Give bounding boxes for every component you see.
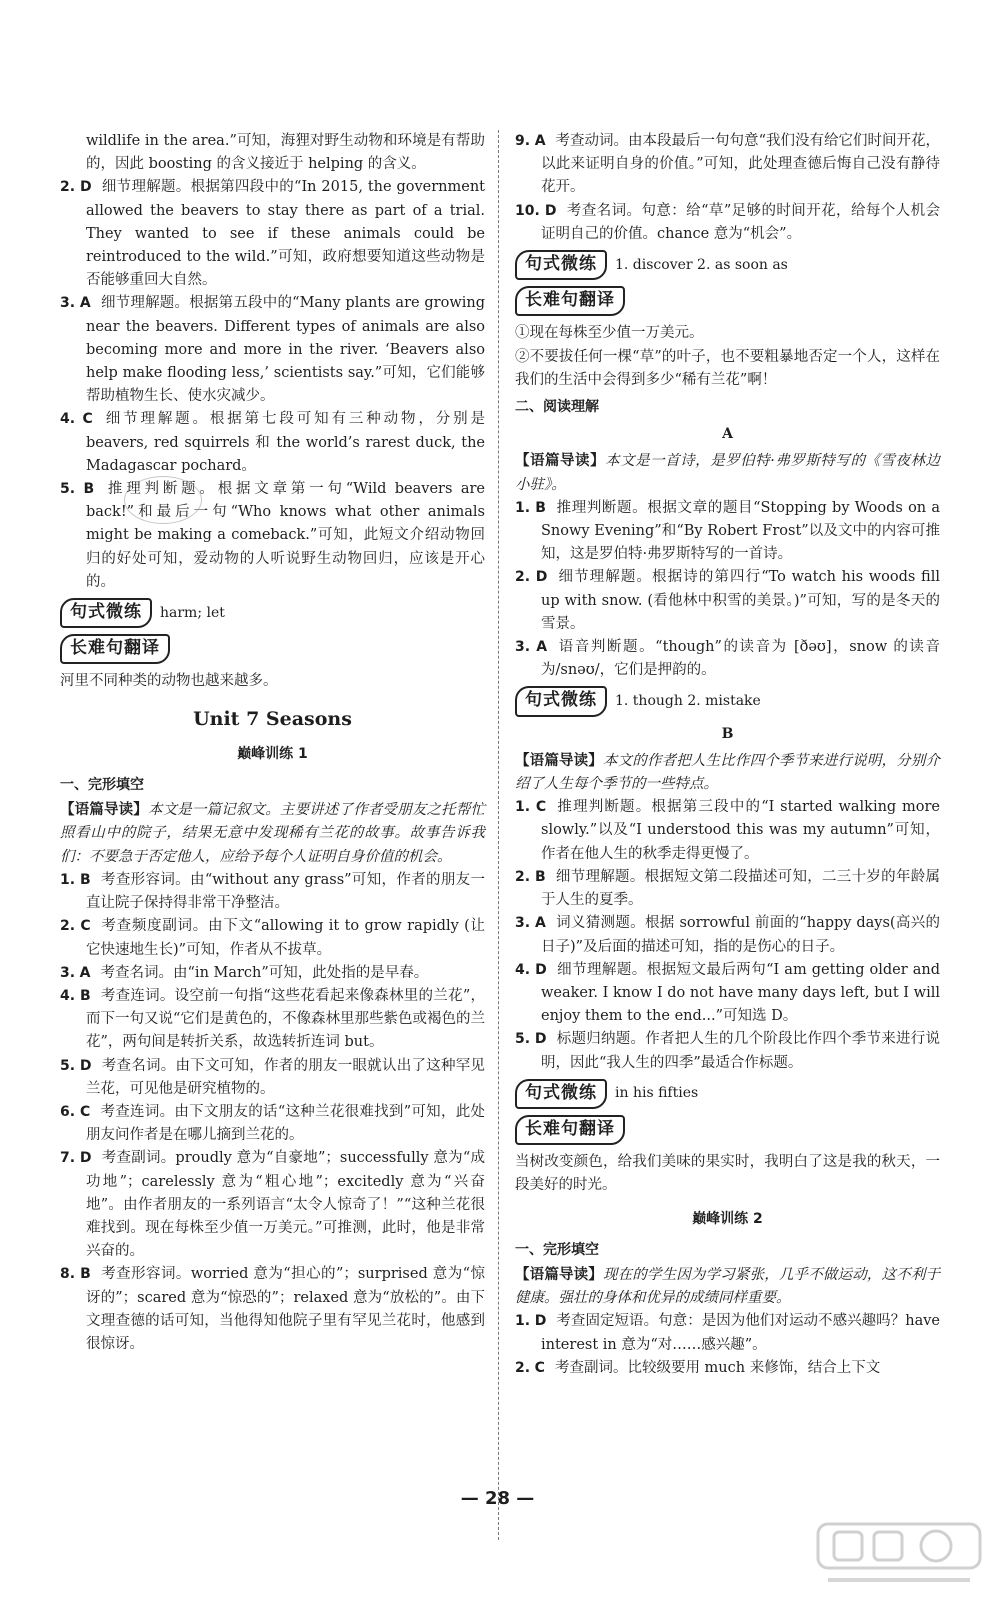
answer-item <box>60 869 485 915</box>
guide-tag: 【语篇导读】 <box>515 453 606 470</box>
answer-item <box>60 292 485 408</box>
answer-letter: D <box>79 1057 92 1074</box>
answer-letter: B <box>83 481 95 498</box>
answer-letter: C <box>82 411 93 428</box>
question-number: 10. <box>515 202 540 219</box>
answer-item <box>515 566 940 636</box>
answer-item <box>60 962 485 985</box>
explanation-text: 词义猜测题。根据 sorrowful 前面的“happy days(高兴的日子)”及后面的描述可知，指的是伤心的日子。 <box>541 915 941 955</box>
exercise-badge: 句式微练 <box>515 686 607 716</box>
guide-text: 现在的学生因为学习紧张，几乎不做运动，这不利于健康。强壮的身体和优异的成绩同样重要。 <box>515 1266 941 1307</box>
guide-tag: 【语篇导读】 <box>515 1266 603 1283</box>
answer-item <box>60 915 485 961</box>
section-heading: 二、阅读理解 <box>515 399 599 416</box>
answer-item <box>515 636 940 682</box>
answer-letter: D <box>79 1150 92 1167</box>
section-heading: 一、完形填空 <box>60 777 144 794</box>
answer-letter: A <box>79 295 91 312</box>
guide-tag: 【语篇导读】 <box>515 752 603 769</box>
question-number: 4. <box>60 987 76 1004</box>
question-number: 2. <box>515 868 531 885</box>
exercise-badge: 句式微练 <box>60 598 152 628</box>
right-column <box>515 130 940 1380</box>
answer-item <box>515 912 940 958</box>
passage-letter: A <box>722 426 733 443</box>
answer-item <box>60 176 485 292</box>
passage-guide <box>515 750 940 796</box>
guide-tag: 【语篇导读】 <box>60 802 148 819</box>
exercise-badge: 长难句翻译 <box>515 286 625 316</box>
explanation-text: 推理判断题。根据第三段中的“I started walking more slowly.”以及“I understood this was my autumn”可知，作者在他人生的秋季走得更慢了。 <box>541 799 940 862</box>
exercise-badge: 句式微练 <box>515 1079 607 1109</box>
explanation-text: 细节理解题。根据短文最后两句“I am getting older and weaker. I know I do not have many days left, but I will enjoy them to the end...”可知选 D。 <box>541 961 940 1025</box>
faded-stamp-mark <box>124 476 202 524</box>
answer-letter: B <box>80 871 91 888</box>
answer-item <box>60 1263 485 1356</box>
answer-letter: C <box>534 1359 545 1376</box>
exercise-badge-line <box>515 250 940 280</box>
explanation-text: 考查连词。由下文朋友的话“这种兰花很难找到”可知，此处朋友问作者是在哪儿摘到兰花的。 <box>86 1103 486 1144</box>
answer-letter: B <box>80 1266 91 1283</box>
answer-letter: A <box>536 639 548 656</box>
answer-letter: B <box>79 987 91 1004</box>
answer-letter: B <box>534 868 546 885</box>
exercise-badge-line <box>60 598 485 628</box>
answer-letter: D <box>544 202 557 219</box>
exercise-badge-line <box>515 1115 940 1145</box>
exercise-answer: harm; let <box>160 604 225 621</box>
question-number: 5. <box>60 481 76 498</box>
explanation-text: 考查频度副词。由下文“allowing it to grow rapidly (让它快速地生长)”可知，作者从不拔草。 <box>86 918 485 958</box>
exercise-badge-line <box>515 1079 940 1109</box>
exercise-answer: 1. discover 2. as soon as <box>615 256 788 273</box>
question-number: 9. <box>515 133 531 149</box>
explanation-text: 标题归纳题。作者把人生的几个阶段比作四个季节来进行说明，因此“我人生的四季”最适合作标题。 <box>541 1031 940 1071</box>
exercise-badge-line <box>515 686 940 716</box>
passage-guide <box>515 1264 940 1310</box>
explanation-text: 考查名词。由下文可知，作者的朋友一眼就认出了这种罕见兰花，可见他是研究植物的。 <box>86 1057 485 1097</box>
exercise-badge: 句式微练 <box>515 250 607 280</box>
answer-letter: A <box>79 964 91 981</box>
question-number: 3. <box>515 915 531 932</box>
explanation-text: 细节理解题。根据第四段中的“In 2015, the government allowed the beavers to stay there as part of a trial. They wanted to see if these animals could be reintroduced to the wild.”可知，政府想要知道这些动物是否能够重回大自然。 <box>86 179 486 289</box>
explanation-text: 考查形容词。由“without any grass”可知，作者的朋友一直让院子保持得非常干净整洁。 <box>86 871 486 912</box>
section-heading: 一、完形填空 <box>515 1241 599 1258</box>
page-content <box>60 130 940 1540</box>
translation-text: 当树改变颜色，给我们美味的果实时，我明白了这是我的秋天，一段美好的时光。 <box>515 1154 940 1194</box>
guide-text: 本文是一首诗，是罗伯特·弗罗斯特写的《雪夜林边小驻》。 <box>515 453 941 493</box>
question-number: 1. <box>515 799 531 816</box>
exercise-answer: 1. though 2. mistake <box>615 692 761 709</box>
question-number: 4. <box>515 961 531 978</box>
question-number: 5. <box>60 1057 76 1074</box>
answer-letter: C <box>535 799 547 816</box>
answer-item <box>60 408 485 478</box>
explanation-text: 考查固定短语。句意：是因为他们对运动不感兴趣吗？have interest in 意为“对……感兴趣”。 <box>541 1313 940 1353</box>
question-number: 2. <box>60 918 76 935</box>
question-number: 4. <box>60 411 76 428</box>
exercise-badge: 长难句翻译 <box>515 1115 625 1145</box>
answer-item <box>515 866 940 912</box>
page-number: — 28 — <box>460 1488 535 1509</box>
answer-item <box>515 200 940 246</box>
question-number: 3. <box>515 639 531 656</box>
question-number: 1. <box>515 1313 531 1330</box>
exercise-badge-line <box>515 286 940 316</box>
answer-item <box>60 1055 485 1101</box>
explanation-text: 考查形容词。worried 意为“担心的”；surprised 意为“惊讶的”；scared 意为“惊恐的”；relaxed 意为“放松的”。由下文理查德的话可知，当他得知他院子里有罕见兰花时，他感到很惊讶。 <box>86 1266 486 1352</box>
question-number: 3. <box>60 295 76 312</box>
question-number: 3. <box>60 964 76 981</box>
question-number: 7. <box>60 1150 76 1167</box>
question-number: 2. <box>515 569 531 586</box>
answer-letter: D <box>534 1031 547 1048</box>
question-number: 2. <box>60 179 76 196</box>
question-number: 8. <box>60 1266 76 1283</box>
question-number: 1. <box>515 499 531 516</box>
question-number: 2. <box>515 1359 531 1376</box>
answer-item <box>515 1310 940 1356</box>
unit-title: Unit 7 Seasons <box>193 707 352 730</box>
answer-item <box>515 1028 940 1074</box>
explanation-text: 考查副词。比较级要用 much 来修饰，结合上下文 <box>554 1359 881 1376</box>
explanation-text: 推理判断题。根据文章的题目“Stopping by Woods on a Snowy Evening”和“By Robert Frost”以及文中的内容可推知，这是罗伯特·弗罗斯特写的一首诗。 <box>541 499 941 563</box>
explanation-text: 考查连词。设空前一句指“这些花看起来像森林里的兰花”，而下一句又说“它们是黄色的，不像森林里那些紫色或褐色的兰花”，两句间是转折关系，故选转折连词 but。 <box>86 987 485 1051</box>
explanation-text: 考查名词。句意：给“草”足够的时间开花，给每个人机会证明自己的价值。chance 意为“机会”。 <box>541 202 941 242</box>
answer-item <box>515 497 940 567</box>
explanation-text: 细节理解题。根据短文第二段描述可知，二三十岁的年龄属于人生的夏季。 <box>541 868 941 909</box>
passage-guide <box>60 799 485 869</box>
explanation-text: 细节理解题。根据诗的第四行“To watch his woods fill up with snow. (看他林中积雪的美景。)”可知，写的是冬天的雪景。 <box>541 569 940 632</box>
answer-item <box>60 985 485 1055</box>
explanation-text: 考查动词。由本段最后一句句意“我们没有给它们时间开花，以此来证明自身的价值。”可知，此处理查德后悔自己没有静待花开。 <box>541 133 941 196</box>
exercise-answer: in his fifties <box>615 1085 699 1102</box>
answer-letter: A <box>534 133 546 149</box>
explanation-text: 语音判断题。“though”的读音为 [ðəʊ]，snow 的读音为/snəʊ/，它们是押韵的。 <box>541 639 941 679</box>
answer-letter: C <box>80 918 91 935</box>
explanation-text: 细节理解题。根据第七段可知有三种动物，分别是 beavers, red squirrels 和 the world’s rarest duck, the Madagascar pochard。 <box>86 411 486 474</box>
explanation-text: 考查副词。proudly 意为“自豪地”；successfully 意为“成功地”；carelessly 意为“粗心地”；excitedly 意为“兴奋地”。由作者朋友的一系列语言“太令人惊奇了！”“这种兰花很难找到。现在每株至少值一万美元。”可推测，此时，他是非常兴奋的。 <box>86 1150 485 1260</box>
guide-text: 本文是一篇记叙文。主要讲述了作者受朋友之托帮忙照看山中的院子，结果无意中发现稀有兰花的故事。故事告诉我们：不要急于否定他人，应给予每个人证明自身价值的机会。 <box>60 802 486 865</box>
answer-letter: D <box>535 569 548 586</box>
question-number: 6. <box>60 1103 76 1120</box>
passage-letter: B <box>721 725 734 742</box>
answer-item <box>515 959 940 1029</box>
exercise-badge-line <box>60 634 485 664</box>
answer-item <box>515 130 940 200</box>
training-title: 巅峰训练 1 <box>237 745 308 762</box>
question-number: 1. <box>60 871 76 888</box>
answer-item <box>515 1357 940 1380</box>
explanation-text: 推理判断题。根据文章第一句“Wild beavers are back!”和最后一句“Who knows what other animals might be making a comeback.”可知，此短文介绍动物回归的好处可知，爱动物的人听说野生动物回归，应该是开心的。 <box>86 481 485 590</box>
answer-item <box>60 1101 485 1147</box>
column-divider <box>498 130 499 1540</box>
answer-letter: D <box>534 1313 547 1330</box>
exercise-badge: 长难句翻译 <box>60 634 170 664</box>
explanation-text: 细节理解题。根据第五段中的“Many plants are growing near the beavers. Different types of animals are also becoming more and more in the river. ‘Beavers also help make flooding less,’ scientists say.”可知，它们能够帮助植物生长、使水灾减少。 <box>86 295 486 405</box>
guide-text: 本文的作者把人生比作四个季节来进行说明，分别介绍了人生每个季节的一些特点。 <box>515 752 941 793</box>
answer-item <box>60 1147 485 1263</box>
answer-letter: C <box>79 1103 91 1120</box>
left-column <box>60 130 485 1356</box>
answer-letter: B <box>535 499 546 516</box>
answer-letter: D <box>535 961 547 978</box>
answer-item <box>515 796 940 866</box>
translation-text: ①现在每株至少值一万美元。 <box>515 325 704 342</box>
translation-text: ②不要拔任何一棵“草”的叶子，也不要粗暴地否定一个人，这样在我们的生活中会得到多少“稀有兰花”啊！ <box>515 348 940 388</box>
answer-letter: D <box>79 179 92 196</box>
passage-guide <box>515 450 940 496</box>
question-number: 5. <box>515 1031 531 1048</box>
continued-text: wildlife in the area.”可知，海狸对野生动物和环境是有帮助的，因此 boosting 的含义接近于 helping 的含义。 <box>86 133 485 173</box>
training-title: 巅峰训练 2 <box>692 1210 763 1227</box>
translation-text: 河里不同种类的动物也越来越多。 <box>60 673 278 690</box>
explanation-text: 考查名词。由“in March”可知，此处指的是早春。 <box>100 964 429 981</box>
answer-letter: A <box>534 915 546 932</box>
